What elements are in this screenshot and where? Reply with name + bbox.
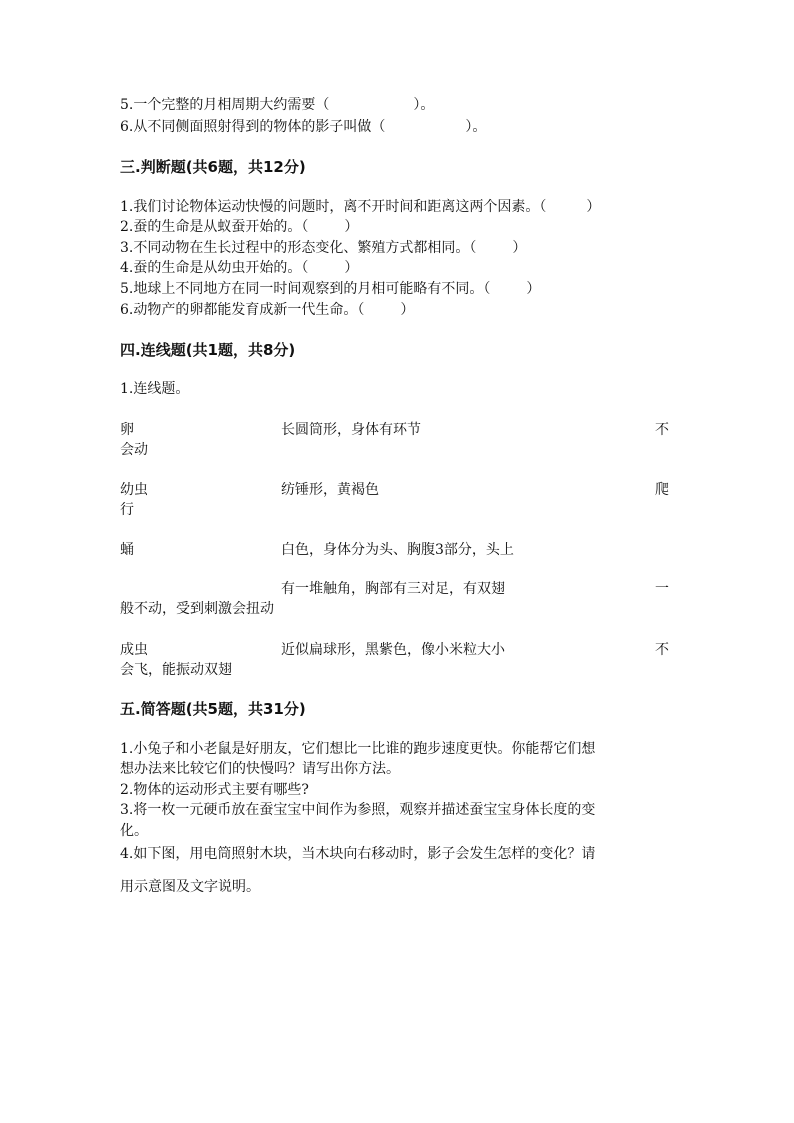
judge-item-close: ） — [344, 260, 359, 276]
match-left-egg[interactable]: 卵 — [120, 422, 134, 438]
match-mid-1[interactable]: 长圆筒形，身体有环节 — [281, 422, 421, 438]
match-right-1-wrap: 会动 — [120, 442, 148, 458]
fill-question-6-text: 6.从不同侧面照射得到的物体的影子叫做（ — [120, 119, 386, 135]
fill-question-5-text: 5.一个完整的月相周期大约需要（ — [120, 97, 330, 113]
fill-question-6 — [120, 117, 486, 137]
match-right-3[interactable]: 一 — [655, 581, 669, 597]
judge-item-close: ） — [526, 281, 541, 297]
fill-question-5-end: ）。 — [413, 97, 435, 113]
match-right-4[interactable]: 不 — [655, 642, 669, 658]
judge-item-6 — [120, 300, 414, 320]
judge-item-2 — [120, 217, 358, 237]
match-left-larva[interactable]: 幼虫 — [120, 482, 148, 498]
short-q3-line1: 3.将一枚一元硬币放在蚕宝宝中间作为参照，观察并描述蚕宝宝身体长度的变 — [120, 802, 596, 818]
judge-item-close: ） — [586, 199, 601, 215]
fill-question-6-end: ）。 — [465, 119, 487, 135]
fill-question-5 — [120, 95, 434, 115]
judge-item-1 — [120, 197, 600, 217]
judge-item-text: 2.蚕的生命是从蚁蚕开始的。（ — [120, 219, 309, 235]
judge-item-text: 5.地球上不同地方在同一时间观察到的月相可能略有不同。（ — [120, 281, 491, 297]
match-mid-3[interactable]: 白色，身体分为头、胸腹3部分，头上 — [281, 542, 514, 558]
short-q4-line2: 用示意图及文字说明。 — [120, 879, 260, 895]
match-right-2-wrap: 行 — [120, 502, 134, 518]
judge-item-close: ） — [512, 240, 527, 256]
match-right-2[interactable]: 爬 — [655, 482, 669, 498]
short-q1-line1: 1.小兔子和小老鼠是好朋友，它们想比一比谁的跑步速度更快。你能帮它们想 — [120, 741, 596, 757]
judge-item-text: 6.动物产的卵都能发育成新一代生命。（ — [120, 302, 365, 318]
short-section-heading: 五.简答题(共5题，共31分) — [120, 700, 306, 718]
judge-section-heading: 三.判断题(共6题，共12分) — [120, 158, 306, 176]
short-q2: 2.物体的运动形式主要有哪些? — [120, 782, 309, 798]
match-left-adult[interactable]: 成虫 — [120, 642, 148, 658]
short-q3-line2: 化。 — [120, 823, 148, 839]
match-right-1[interactable]: 不 — [655, 422, 669, 438]
judge-item-text: 4.蚕的生命是从幼虫开始的。（ — [120, 260, 309, 276]
match-mid-3-cont: 有一堆触角，胸部有三对足，有双翅 — [281, 581, 505, 597]
judge-item-4 — [120, 258, 358, 278]
match-prompt: 1.连线题。 — [120, 381, 190, 397]
judge-item-text: 1.我们讨论物体运动快慢的问题时，离不开时间和距离这两个因素。（ — [120, 199, 547, 215]
match-section-heading: 四.连线题(共1题，共8分) — [120, 341, 296, 359]
match-left-pupa[interactable]: 蛹 — [120, 542, 134, 558]
judge-item-close: ） — [344, 219, 359, 235]
judge-item-3 — [120, 238, 526, 258]
judge-item-text: 3.不同动物在生长过程中的形态变化、繁殖方式都相同。（ — [120, 240, 477, 256]
match-right-4-wrap: 会飞，能振动双翅 — [120, 662, 232, 678]
judge-item-5 — [120, 279, 540, 299]
match-right-3-wrap: 般不动，受到刺激会扭动 — [120, 601, 274, 617]
short-q1-line2: 想办法来比较它们的快慢吗？请写出你方法。 — [120, 761, 400, 777]
short-q4-line1: 4.如下图，用电筒照射木块，当木块向右移动时，影子会发生怎样的变化？请 — [120, 846, 596, 862]
match-mid-5[interactable]: 近似扁球形，黑紫色，像小米粒大小 — [281, 642, 505, 658]
match-mid-2[interactable]: 纺锤形，黄褐色 — [281, 482, 379, 498]
judge-item-close: ） — [400, 302, 415, 318]
